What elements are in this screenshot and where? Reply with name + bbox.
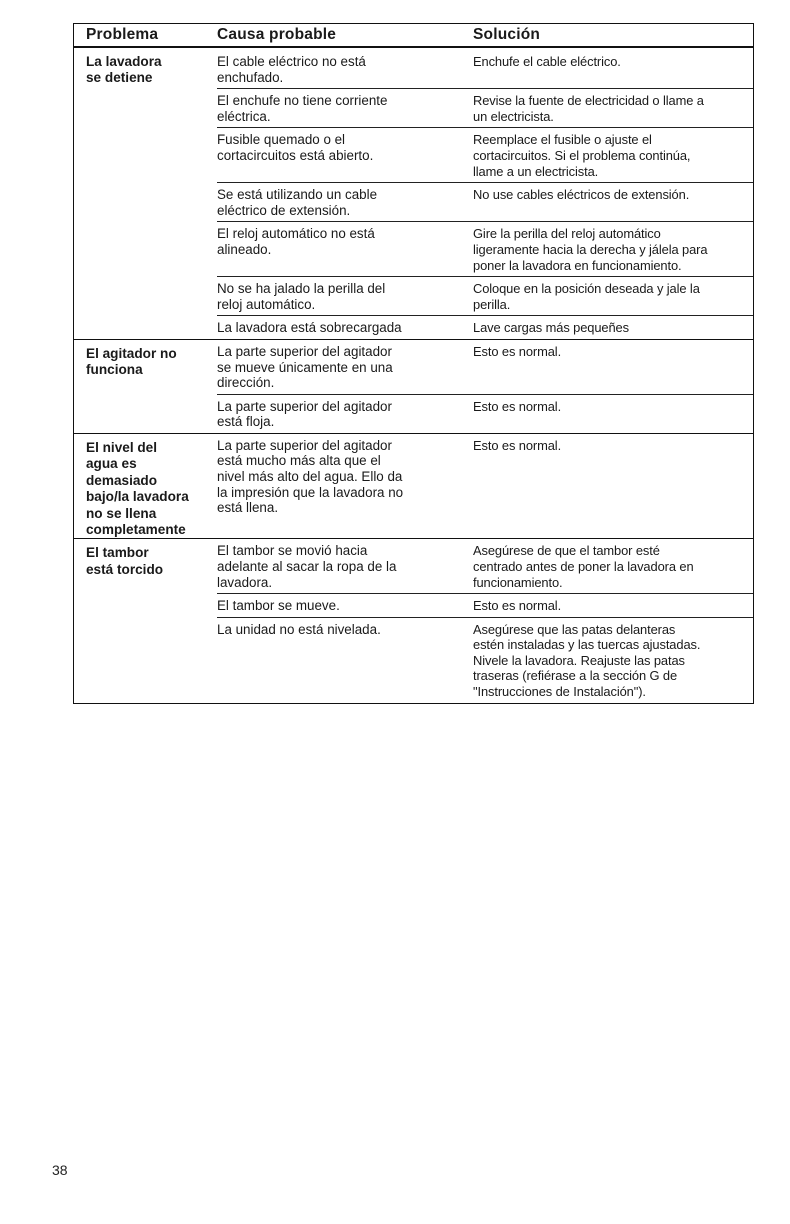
cause-cell: Se está utilizando un cable eléctrico de extensión. (217, 187, 378, 218)
solution-cell: Revise la fuente de electricidad o llame a un electricista. (473, 93, 704, 124)
table-row (217, 127, 753, 182)
table-row (217, 276, 753, 315)
header-cause: Causa probable (217, 26, 337, 43)
cause-solution-rows (217, 48, 753, 339)
solution-cell: Asegúrese de que el tambor esté centrado antes de poner la lavadora en funcionamiento. (473, 543, 694, 590)
cause-cell: El tambor se mueve. (217, 598, 340, 614)
problem-section (74, 48, 753, 339)
table-row (217, 221, 753, 276)
cause-cell: Fusible quemado o el cortacircuitos está abierto. (217, 132, 374, 163)
problem-label: La lavadora se detiene (86, 54, 162, 86)
table-row (217, 617, 753, 703)
table-header (74, 24, 753, 48)
cause-solution-rows (217, 539, 753, 702)
solution-cell: No use cables eléctricos de extensión. (473, 187, 690, 203)
solution-cell: Asegúrese que las patas delanteras estén instaladas y las tuercas ajustadas. Nivele la lavadora. Reajuste las patas traseras (refiérase a la sección G de "Instrucciones de Instalación"). (473, 621, 701, 700)
cause-cell: No se ha jalado la perilla del reloj automático. (217, 281, 386, 312)
solution-cell: Enchufe el cable eléctrico. (473, 54, 621, 69)
solution-cell: Gire la perilla del reloj automático ligeramente hacia la derecha y jálela para poner la lavadora en funcionamiento. (473, 226, 708, 273)
solution-cell: Esto es normal. (473, 598, 562, 614)
cause-cell: El cable eléctrico no está enchufado. (217, 54, 366, 85)
problem-label: El tambor está torcido (86, 545, 164, 577)
problem-label: El nivel del agua es demasiado bajo/la lavadora no se llena completamente (86, 439, 189, 537)
table-row (217, 340, 753, 394)
solution-cell: Esto es normal. (473, 343, 562, 359)
cause-cell: La parte superior del agitador está floja. (217, 398, 392, 430)
cause-cell: El reloj automático no está alineado. (217, 226, 375, 257)
troubleshooting-table (73, 23, 754, 704)
solution-cell: Coloque en la posición deseada y jale la perilla. (473, 281, 700, 312)
cause-cell: El tambor se movió hacia adelante al sacar la ropa de la lavadora. (217, 543, 397, 590)
table-row (217, 315, 753, 339)
cause-cell: El enchufe no tiene corriente eléctrica. (217, 93, 388, 124)
header-problem: Problema (86, 26, 159, 43)
table-row (217, 434, 753, 519)
table-body (74, 48, 753, 703)
cause-solution-rows (217, 340, 753, 433)
cause-cell: La unidad no está nivelada. (217, 621, 381, 637)
table-row (217, 48, 753, 88)
cause-cell: La parte superior del agitador está mucho más alta que el nivel más alto del agua. Ello da la impresión que la lavadora no está llena. (217, 437, 404, 516)
problem-section (74, 433, 753, 538)
problem-label: El agitador no funciona (86, 345, 177, 378)
table-row (217, 593, 753, 617)
header-solution: Solución (473, 26, 541, 43)
solution-cell: Esto es normal. (473, 398, 562, 414)
table-row (217, 394, 753, 433)
problem-section (74, 538, 753, 702)
solution-cell: Lave cargas más pequeñes (473, 320, 629, 336)
table-row (217, 182, 753, 221)
solution-cell: Reemplace el fusible o ajuste el cortacircuitos. Si el problema continúa, llame a un electricista. (473, 132, 691, 179)
cause-solution-rows (217, 434, 753, 538)
cause-cell: La lavadora está sobrecargada (217, 320, 402, 336)
solution-cell: Esto es normal. (473, 437, 562, 453)
table-row (217, 539, 753, 593)
page-number: 38 (52, 1162, 68, 1178)
cause-cell: La parte superior del agitador se mueve únicamente en una dirección. (217, 343, 393, 391)
table-row (217, 88, 753, 127)
problem-section (74, 339, 753, 433)
